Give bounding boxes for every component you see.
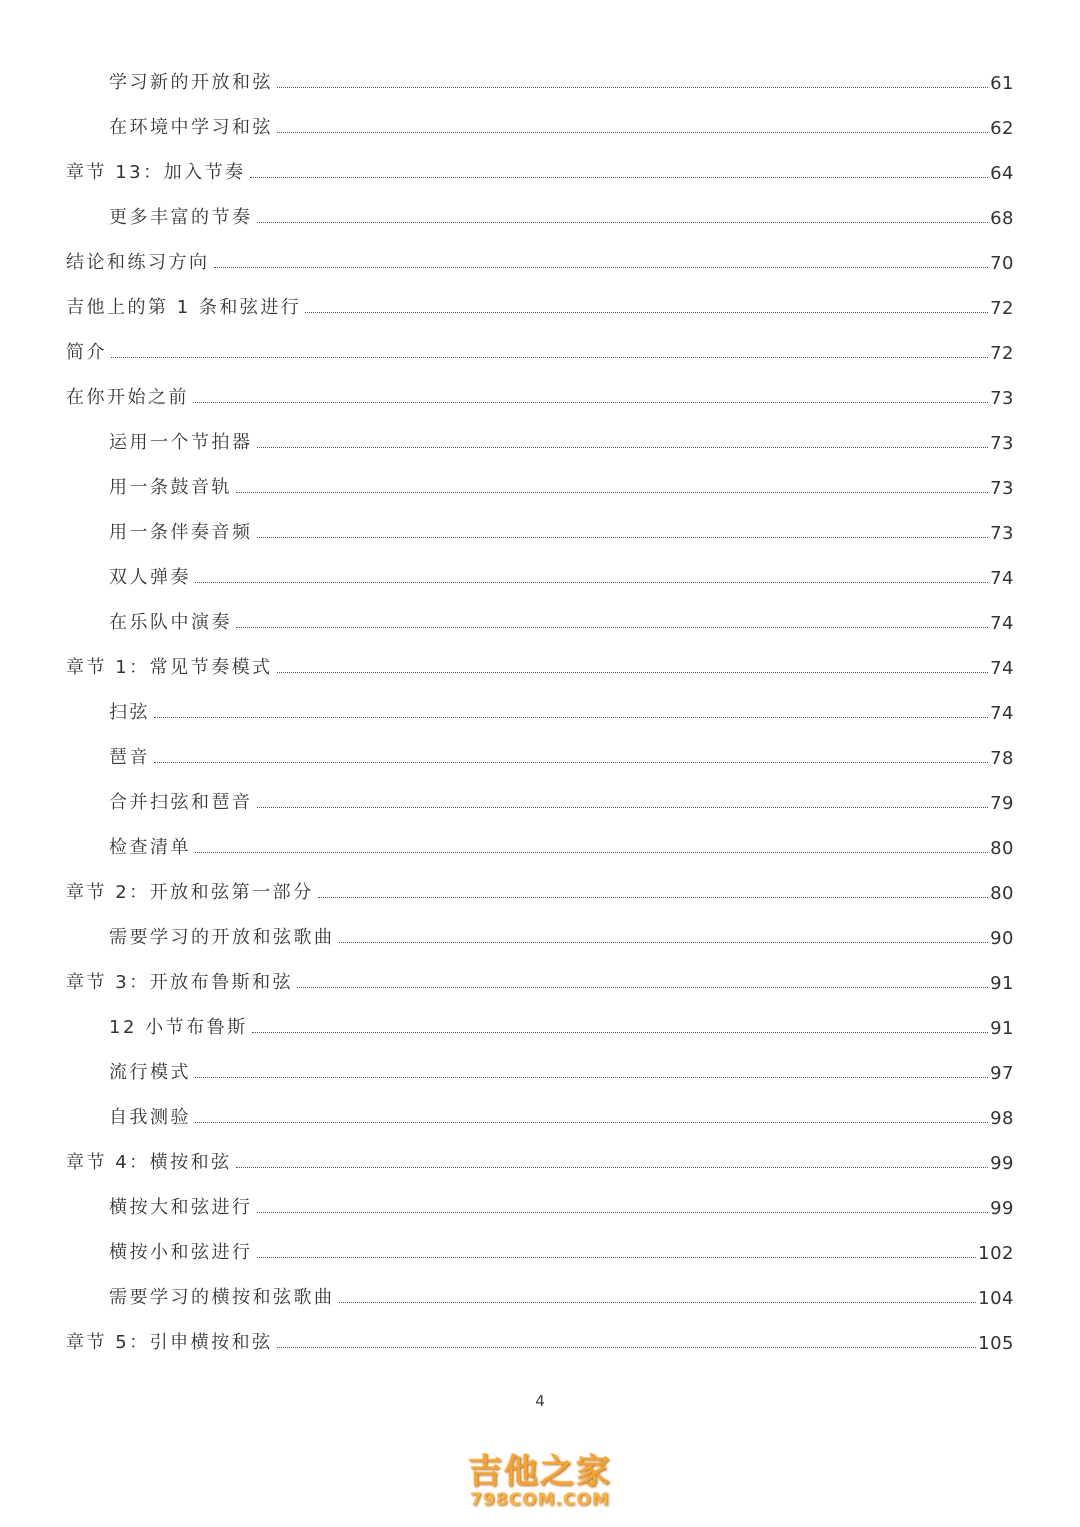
- toc-entry-title: 结论和练习方向: [66, 252, 210, 273]
- toc-dot-leader: [195, 852, 988, 853]
- toc-entry-page: 72: [990, 298, 1014, 319]
- toc-dot-leader: [257, 1212, 989, 1213]
- toc-entry-title: 横按大和弦进行: [109, 1197, 253, 1218]
- toc-entry[interactable]: [109, 1279, 1014, 1309]
- toc-dot-leader: [252, 1032, 988, 1033]
- toc-dot-leader: [195, 582, 988, 583]
- toc-entry-page: 99: [990, 1153, 1014, 1174]
- toc-entry[interactable]: [109, 64, 1014, 94]
- toc-entry[interactable]: [109, 469, 1014, 499]
- toc-entry-title: 吉他上的第 1 条和弦进行: [66, 297, 302, 318]
- toc-entry[interactable]: [109, 1099, 1014, 1129]
- toc-entry-page: 78: [990, 748, 1014, 769]
- toc-entry-title: 检查清单: [109, 837, 191, 858]
- toc-dot-leader: [339, 942, 989, 943]
- toc-entry-page: 68: [990, 208, 1014, 229]
- toc-entry-page: 98: [990, 1108, 1014, 1129]
- toc-entry[interactable]: [66, 874, 1014, 904]
- toc-entry-title: 章节 2：开放和弦第一部分: [66, 882, 314, 903]
- toc-dot-leader: [277, 132, 988, 133]
- toc-dot-leader: [257, 807, 989, 808]
- toc-entry[interactable]: [66, 964, 1014, 994]
- toc-dot-leader: [236, 1167, 988, 1168]
- toc-entry-title: 在环境中学习和弦: [109, 117, 273, 138]
- toc-entry-title: 章节 13：加入节奏: [66, 162, 246, 183]
- toc-entry[interactable]: [109, 109, 1014, 139]
- toc-dot-leader: [318, 897, 988, 898]
- toc-entry[interactable]: [109, 1009, 1014, 1039]
- toc-entry-page: 74: [990, 613, 1014, 634]
- watermark-main-text: 吉他之家: [468, 1452, 612, 1492]
- toc-entry-page: 102: [978, 1243, 1014, 1264]
- toc-entry[interactable]: [109, 739, 1014, 769]
- toc-dot-leader: [277, 672, 988, 673]
- toc-entry-title: 流行模式: [109, 1062, 191, 1083]
- toc-entry[interactable]: [109, 784, 1014, 814]
- toc-entry[interactable]: [109, 1189, 1014, 1219]
- toc-dot-leader: [257, 222, 989, 223]
- toc-entry-page: 62: [990, 118, 1014, 139]
- toc-entry[interactable]: [66, 649, 1014, 679]
- toc-entry-page: 74: [990, 703, 1014, 724]
- toc-entry[interactable]: [109, 424, 1014, 454]
- toc-entry-title: 在乐队中演奏: [109, 612, 232, 633]
- toc-entry[interactable]: [109, 1054, 1014, 1084]
- toc-entry[interactable]: [66, 1324, 1014, 1354]
- toc-dot-leader: [111, 357, 988, 358]
- toc-entry[interactable]: [66, 289, 1014, 319]
- watermark-sub-text: 798COM.COM: [470, 1490, 610, 1510]
- toc-entry-title: 需要学习的开放和弦歌曲: [109, 927, 335, 948]
- toc-entry-page: 104: [978, 1288, 1014, 1309]
- toc-entry-title: 自我测验: [109, 1107, 191, 1128]
- toc-entry-title: 章节 5：引申横按和弦: [66, 1332, 273, 1353]
- toc-entry-page: 74: [990, 658, 1014, 679]
- toc-dot-leader: [250, 177, 988, 178]
- toc-entry-title: 更多丰富的节奏: [109, 207, 253, 228]
- toc-entry[interactable]: [66, 1144, 1014, 1174]
- toc-entry-title: 需要学习的横按和弦歌曲: [109, 1287, 335, 1308]
- toc-dot-leader: [297, 987, 988, 988]
- toc-entry[interactable]: [66, 379, 1014, 409]
- watermark-logo: [440, 1452, 640, 1510]
- toc-dot-leader: [195, 1077, 988, 1078]
- toc-dot-leader: [195, 1122, 988, 1123]
- toc-dot-leader: [257, 1257, 977, 1258]
- toc-dot-leader: [214, 267, 989, 268]
- toc-entry-title: 双人弹奏: [109, 567, 191, 588]
- page-number: 4: [535, 1392, 545, 1410]
- toc-entry-page: 61: [990, 73, 1014, 94]
- toc-dot-leader: [154, 762, 988, 763]
- toc-entry-page: 80: [990, 883, 1014, 904]
- toc-entry-page: 64: [990, 163, 1014, 184]
- toc-entry-page: 97: [990, 1063, 1014, 1084]
- toc-entry[interactable]: [66, 154, 1014, 184]
- toc-entry[interactable]: [109, 604, 1014, 634]
- toc-entry-title: 合并扫弦和琶音: [109, 792, 253, 813]
- toc-entry-page: 91: [990, 973, 1014, 994]
- toc-entry[interactable]: [66, 244, 1014, 274]
- toc-entry-title: 琶音: [109, 747, 150, 768]
- toc-dot-leader: [257, 447, 989, 448]
- toc-dot-leader: [236, 492, 988, 493]
- toc-entry-title: 横按小和弦进行: [109, 1242, 253, 1263]
- toc-entry-page: 73: [990, 433, 1014, 454]
- toc-entry-title: 在你开始之前: [66, 387, 189, 408]
- toc-entry-page: 70: [990, 253, 1014, 274]
- toc-entry[interactable]: [109, 829, 1014, 859]
- toc-entry[interactable]: [109, 199, 1014, 229]
- toc-dot-leader: [236, 627, 988, 628]
- toc-entry-page: 73: [990, 478, 1014, 499]
- toc-entry-title: 章节 4：横按和弦: [66, 1152, 232, 1173]
- toc-entry-page: 91: [990, 1018, 1014, 1039]
- toc-entry-page: 74: [990, 568, 1014, 589]
- toc-entry-title: 运用一个节拍器: [109, 432, 253, 453]
- toc-entry-page: 73: [990, 388, 1014, 409]
- toc-dot-leader: [339, 1302, 977, 1303]
- toc-dot-leader: [277, 1347, 976, 1348]
- toc-entry[interactable]: [109, 919, 1014, 949]
- toc-dot-leader: [305, 312, 988, 313]
- toc-entry[interactable]: [66, 334, 1014, 364]
- toc-entry-page: 79: [990, 793, 1014, 814]
- toc-entry-title: 用一条鼓音轨: [109, 477, 232, 498]
- toc-entry-page: 99: [990, 1198, 1014, 1219]
- toc-entry-title: 学习新的开放和弦: [109, 72, 273, 93]
- toc-entry-page: 105: [978, 1333, 1014, 1354]
- toc-entry-title: 章节 1：常见节奏模式: [66, 657, 273, 678]
- toc-entry[interactable]: [109, 559, 1014, 589]
- toc-entry-page: 80: [990, 838, 1014, 859]
- toc-entry-title: 扫弦: [109, 702, 150, 723]
- toc-entry-title: 用一条伴奏音频: [109, 522, 253, 543]
- toc-dot-leader: [257, 537, 989, 538]
- toc-entry-page: 73: [990, 523, 1014, 544]
- toc-entry-title: 12 小节布鲁斯: [109, 1017, 248, 1038]
- toc-entry[interactable]: [109, 1234, 1014, 1264]
- toc-entry[interactable]: [109, 694, 1014, 724]
- toc-entry-title: 简介: [66, 342, 107, 363]
- toc-dot-leader: [154, 717, 988, 718]
- toc-dot-leader: [277, 87, 988, 88]
- toc-entry[interactable]: [109, 514, 1014, 544]
- toc-entry-title: 章节 3：开放布鲁斯和弦: [66, 972, 294, 993]
- toc-entry-page: 90: [990, 928, 1014, 949]
- toc-dot-leader: [193, 402, 988, 403]
- toc-entry-page: 72: [990, 343, 1014, 364]
